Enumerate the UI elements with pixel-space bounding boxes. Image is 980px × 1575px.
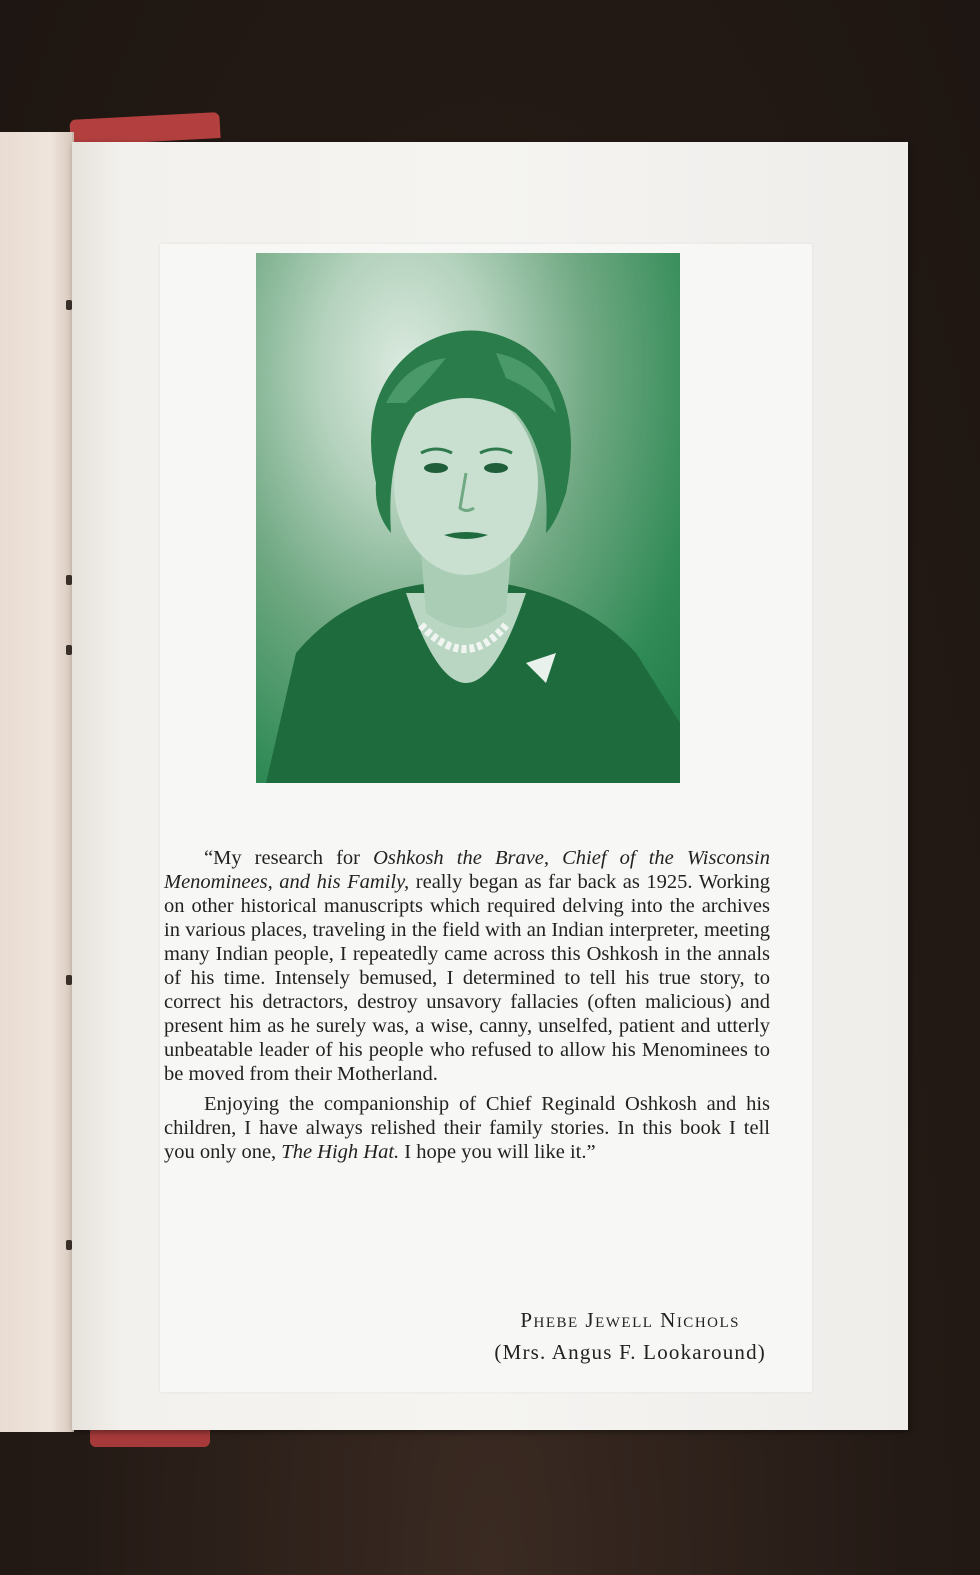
author-quote <box>164 846 770 1164</box>
quote-opening-text: “My research for <box>204 847 374 869</box>
portrait-illustration <box>256 253 680 783</box>
quote-paragraph-1-text: really began as far back as 1925. Working on other historical manuscripts which required delving into the archives in various places, traveling in the field with an Indian interpreter, meeting many Indian people, I repeatedly came across this Oshkosh in the annals of his time. Intensely bemused, I determined to tell his true story, to correct his detractors, destroy unsavory fallacies (often malicious) and present him as he surely was, a wise, canny, unselfed, patient and utterly unbeatable leader of his people who refused to allow his Menominees to be moved from their Motherland. <box>164 871 770 1085</box>
quote-paragraph-2 <box>164 1092 770 1164</box>
story-title: The High Hat. <box>281 1141 400 1163</box>
author-name: Phebe Jewell Nichols <box>520 1308 740 1332</box>
quote-paragraph-1 <box>164 846 770 1086</box>
book-title: Oshkosh the Brave, Chief of the Wisconsin Menominees, and his Family, <box>164 847 770 893</box>
author-alias: (Mrs. Angus F. Lookaround) <box>494 1340 766 1364</box>
author-portrait <box>256 253 680 783</box>
left-page <box>0 132 74 1432</box>
quote-paragraph-2-text: Enjoying the companionship of Chief Reginald Oshkosh and his children, I have always relished their family stories. In this book I tell you only one, <box>164 1093 770 1163</box>
quote-closing-text: I hope you will like it.” <box>399 1141 596 1163</box>
